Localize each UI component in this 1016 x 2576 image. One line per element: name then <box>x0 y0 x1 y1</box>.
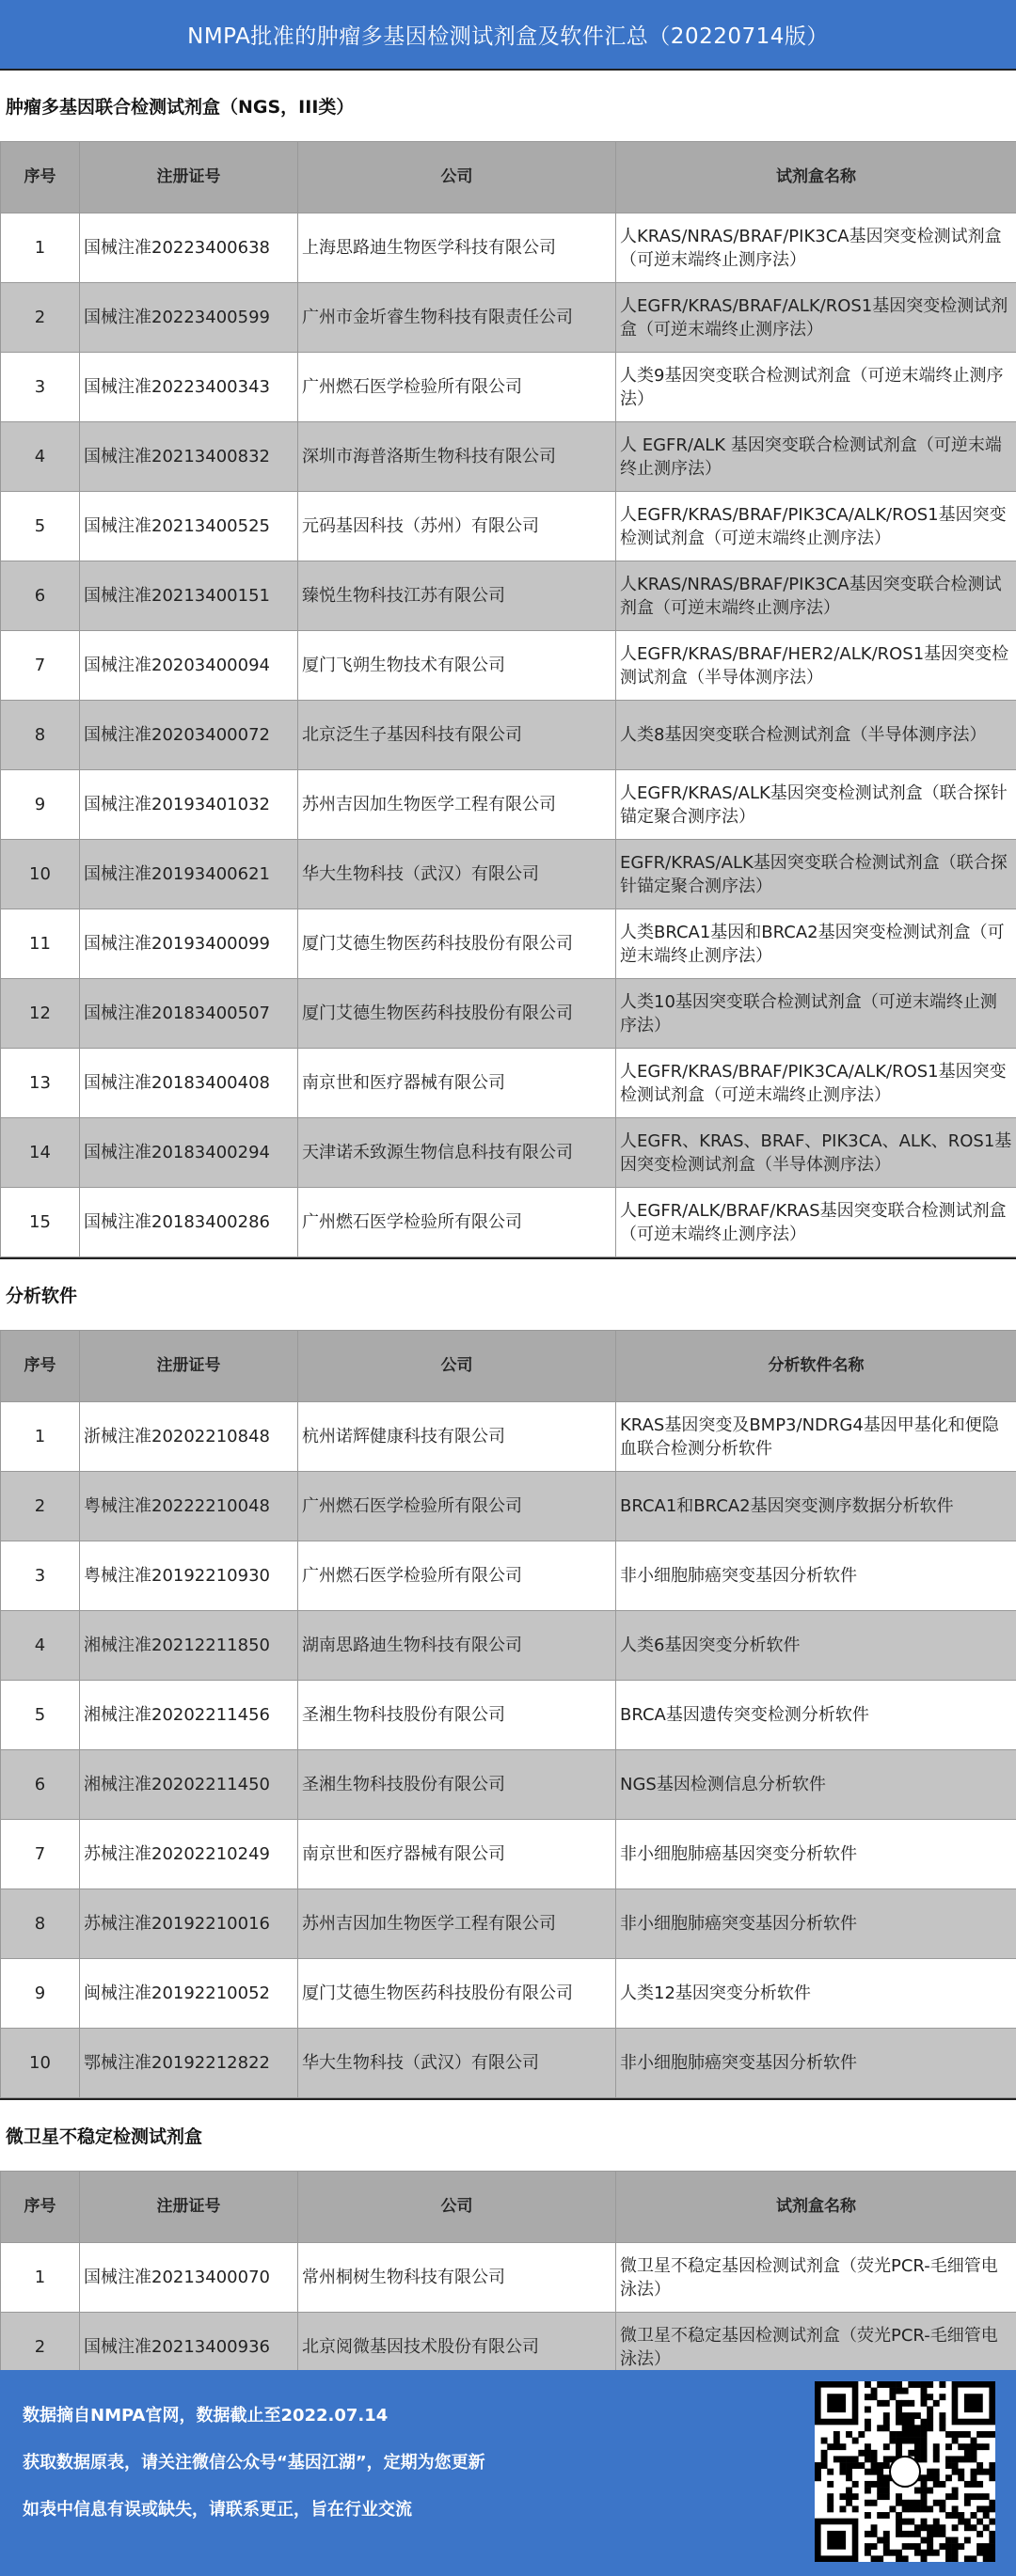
company-name: 臻悦生物科技江苏有限公司 <box>298 561 616 631</box>
registration-number: 湘械注准20202211456 <box>80 1681 298 1750</box>
table-row <box>1 422 1016 492</box>
row-index: 3 <box>1 353 80 422</box>
footer-subscribe-note: 获取数据原表，请关注微信公众号“基因江湖”，定期为您更新 <box>23 2453 485 2473</box>
row-index: 1 <box>1 213 80 283</box>
company-name: 常州桐树生物科技有限公司 <box>298 2243 616 2313</box>
row-index: 8 <box>1 701 80 770</box>
company-name: 湖南思路迪生物科技有限公司 <box>298 1611 616 1681</box>
section-heading: 分析软件 <box>0 1257 1016 1330</box>
row-index: 7 <box>1 1820 80 1889</box>
company-name: 杭州诺辉健康科技有限公司 <box>298 1402 616 1472</box>
row-index: 1 <box>1 2243 80 2313</box>
table-row <box>1 283 1016 353</box>
page-title: NMPA批准的肿瘤多基因检测试剂盒及软件汇总（20220714版） <box>0 0 1016 69</box>
table-row <box>1 1820 1016 1889</box>
row-index: 5 <box>1 492 80 561</box>
footer <box>0 2370 1016 2576</box>
table-row <box>1 1681 1016 1750</box>
row-index: 1 <box>1 1402 80 1472</box>
footer-contact-note: 如表中信息有误或缺失，请联系更正，旨在行业交流 <box>23 2500 412 2520</box>
column-header: 注册证号 <box>80 142 298 213</box>
company-name: 华大生物科技（武汉）有限公司 <box>298 840 616 909</box>
table-row <box>1 492 1016 561</box>
company-name: 广州燃石医学检验所有限公司 <box>298 1541 616 1611</box>
registration-number: 粤械注准20222210048 <box>80 1472 298 1541</box>
company-name: 圣湘生物科技股份有限公司 <box>298 1750 616 1820</box>
product-name: 微卫星不稳定基因检测试剂盒（荧光PCR-毛细管电泳法） <box>616 2313 1016 2382</box>
row-index: 12 <box>1 979 80 1049</box>
data-table <box>0 141 1016 1257</box>
column-header: 注册证号 <box>80 2172 298 2243</box>
company-name: 厦门艾德生物医药科技股份有限公司 <box>298 1959 616 2029</box>
company-name: 厦门飞朔生物技术有限公司 <box>298 631 616 701</box>
table-row <box>1 979 1016 1049</box>
qr-code-icon <box>815 2381 995 2562</box>
product-name: BRCA基因遗传突变检测分析软件 <box>616 1681 1016 1750</box>
company-name: 广州燃石医学检验所有限公司 <box>298 353 616 422</box>
sections-container <box>0 69 1016 2382</box>
company-name: 广州燃石医学检验所有限公司 <box>298 1188 616 1257</box>
product-name: 非小细胞肺癌突变基因分析软件 <box>616 1889 1016 1959</box>
table-row <box>1 840 1016 909</box>
registration-number: 国械注准20223400343 <box>80 353 298 422</box>
table-row <box>1 213 1016 283</box>
table-row <box>1 1541 1016 1611</box>
registration-number: 国械注准20213400070 <box>80 2243 298 2313</box>
table-row <box>1 909 1016 979</box>
product-name: 人类BRCA1基因和BRCA2基因突变检测试剂盒（可逆末端终止测序法） <box>616 909 1016 979</box>
company-name: 元码基因科技（苏州）有限公司 <box>298 492 616 561</box>
product-name: 人类12基因突变分析软件 <box>616 1959 1016 2029</box>
section-heading: 微卫星不稳定检测试剂盒 <box>0 2098 1016 2171</box>
row-index: 2 <box>1 2313 80 2382</box>
footer-source-note: 数据摘自NMPA官网，数据截止至2022.07.14 <box>23 2406 389 2426</box>
table-row <box>1 1049 1016 1118</box>
company-name: 广州燃石医学检验所有限公司 <box>298 1472 616 1541</box>
table-row <box>1 2243 1016 2313</box>
company-name: 苏州吉因加生物医学工程有限公司 <box>298 1889 616 1959</box>
registration-number: 国械注准20183400507 <box>80 979 298 1049</box>
row-index: 9 <box>1 1959 80 2029</box>
table-row <box>1 1118 1016 1188</box>
table-row <box>1 1188 1016 1257</box>
product-name: BRCA1和BRCA2基因突变测序数据分析软件 <box>616 1472 1016 1541</box>
column-header: 公司 <box>298 2172 616 2243</box>
table-row <box>1 561 1016 631</box>
company-name: 南京世和医疗器械有限公司 <box>298 1049 616 1118</box>
company-name: 厦门艾德生物医药科技股份有限公司 <box>298 979 616 1049</box>
product-name: 人类6基因突变分析软件 <box>616 1611 1016 1681</box>
company-name: 北京阅微基因技术股份有限公司 <box>298 2313 616 2382</box>
row-index: 7 <box>1 631 80 701</box>
registration-number: 苏械注准20202210249 <box>80 1820 298 1889</box>
table-row <box>1 1472 1016 1541</box>
registration-number: 苏械注准20192210016 <box>80 1889 298 1959</box>
table-row <box>1 2029 1016 2098</box>
registration-number: 国械注准20203400072 <box>80 701 298 770</box>
table-row <box>1 1750 1016 1820</box>
table-row <box>1 1402 1016 1472</box>
registration-number: 国械注准20213400832 <box>80 422 298 492</box>
product-name: 人 EGFR/ALK 基因突变联合检测试剂盒（可逆末端终止测序法） <box>616 422 1016 492</box>
row-index: 11 <box>1 909 80 979</box>
product-name: 人EGFR/KRAS/BRAF/ALK/ROS1基因突变检测试剂盒（可逆末端终止测序法） <box>616 283 1016 353</box>
registration-number: 国械注准20183400294 <box>80 1118 298 1188</box>
registration-number: 国械注准20193400621 <box>80 840 298 909</box>
registration-number: 鄂械注准20192212822 <box>80 2029 298 2098</box>
company-name: 广州市金圻睿生物科技有限责任公司 <box>298 283 616 353</box>
product-name: 人KRAS/NRAS/BRAF/PIK3CA基因突变联合检测试剂盒（可逆末端终止测序法） <box>616 561 1016 631</box>
product-name: 人类10基因突变联合检测试剂盒（可逆末端终止测序法） <box>616 979 1016 1049</box>
product-name: EGFR/KRAS/ALK基因突变联合检测试剂盒（联合探针锚定聚合测序法） <box>616 840 1016 909</box>
registration-number: 粤械注准20192210930 <box>80 1541 298 1611</box>
column-header: 序号 <box>1 1331 80 1402</box>
row-index: 10 <box>1 840 80 909</box>
product-name: 非小细胞肺癌基因突变分析软件 <box>616 1820 1016 1889</box>
company-name: 苏州吉因加生物医学工程有限公司 <box>298 770 616 840</box>
row-index: 10 <box>1 2029 80 2098</box>
registration-number: 国械注准20213400936 <box>80 2313 298 2382</box>
column-header: 公司 <box>298 142 616 213</box>
registration-number: 国械注准20223400599 <box>80 283 298 353</box>
company-name: 圣湘生物科技股份有限公司 <box>298 1681 616 1750</box>
product-name: 人类8基因突变联合检测试剂盒（半导体测序法） <box>616 701 1016 770</box>
row-index: 3 <box>1 1541 80 1611</box>
row-index: 2 <box>1 1472 80 1541</box>
table-row <box>1 770 1016 840</box>
table-row <box>1 1611 1016 1681</box>
data-table <box>0 2171 1016 2382</box>
registration-number: 国械注准20193401032 <box>80 770 298 840</box>
section-heading: 肿瘤多基因联合检测试剂盒（NGS，III类） <box>0 69 1016 141</box>
table-header-row <box>1 1331 1016 1402</box>
column-header: 公司 <box>298 1331 616 1402</box>
table-row <box>1 353 1016 422</box>
registration-number: 国械注准20213400525 <box>80 492 298 561</box>
product-name: 人EGFR、KRAS、BRAF、PIK3CA、ALK、ROS1基因突变检测试剂盒（半导体测序法） <box>616 1118 1016 1188</box>
row-index: 2 <box>1 283 80 353</box>
registration-number: 国械注准20203400094 <box>80 631 298 701</box>
registration-number: 湘械注准20202211450 <box>80 1750 298 1820</box>
row-index: 14 <box>1 1118 80 1188</box>
product-name: 微卫星不稳定基因检测试剂盒（荧光PCR-毛细管电泳法） <box>616 2243 1016 2313</box>
product-name: NGS基因检测信息分析软件 <box>616 1750 1016 1820</box>
product-name: 人KRAS/NRAS/BRAF/PIK3CA基因突变检测试剂盒（可逆末端终止测序法） <box>616 213 1016 283</box>
column-header: 试剂盒名称 <box>616 142 1016 213</box>
registration-number: 闽械注准20192210052 <box>80 1959 298 2029</box>
row-index: 8 <box>1 1889 80 1959</box>
table-header-row <box>1 142 1016 213</box>
row-index: 5 <box>1 1681 80 1750</box>
registration-number: 湘械注准20212211850 <box>80 1611 298 1681</box>
column-header: 注册证号 <box>80 1331 298 1402</box>
product-name: 人EGFR/ALK/BRAF/KRAS基因突变联合检测试剂盒（可逆末端终止测序法） <box>616 1188 1016 1257</box>
registration-number: 国械注准20223400638 <box>80 213 298 283</box>
column-header: 试剂盒名称 <box>616 2172 1016 2243</box>
row-index: 13 <box>1 1049 80 1118</box>
registration-number: 国械注准20193400099 <box>80 909 298 979</box>
product-name: 人EGFR/KRAS/BRAF/PIK3CA/ALK/ROS1基因突变检测试剂盒（可逆末端终止测序法） <box>616 492 1016 561</box>
row-index: 4 <box>1 422 80 492</box>
table-row <box>1 631 1016 701</box>
company-name: 上海思路迪生物医学科技有限公司 <box>298 213 616 283</box>
column-header: 分析软件名称 <box>616 1331 1016 1402</box>
registration-number: 国械注准20183400408 <box>80 1049 298 1118</box>
table-row <box>1 1959 1016 2029</box>
product-name: 人类9基因突变联合检测试剂盒（可逆末端终止测序法） <box>616 353 1016 422</box>
company-name: 北京泛生子基因科技有限公司 <box>298 701 616 770</box>
company-name: 厦门艾德生物医药科技股份有限公司 <box>298 909 616 979</box>
product-name: 人EGFR/KRAS/BRAF/PIK3CA/ALK/ROS1基因突变检测试剂盒（可逆末端终止测序法） <box>616 1049 1016 1118</box>
table-header-row <box>1 2172 1016 2243</box>
row-index: 15 <box>1 1188 80 1257</box>
row-index: 4 <box>1 1611 80 1681</box>
product-name: 人EGFR/KRAS/BRAF/HER2/ALK/ROS1基因突变检测试剂盒（半导体测序法） <box>616 631 1016 701</box>
row-index: 9 <box>1 770 80 840</box>
table-row <box>1 1889 1016 1959</box>
row-index: 6 <box>1 1750 80 1820</box>
product-name: 非小细胞肺癌突变基因分析软件 <box>616 2029 1016 2098</box>
product-name: KRAS基因突变及BMP3/NDRG4基因甲基化和便隐血联合检测分析软件 <box>616 1402 1016 1472</box>
column-header: 序号 <box>1 2172 80 2243</box>
product-name: 人EGFR/KRAS/ALK基因突变检测试剂盒（联合探针锚定聚合测序法） <box>616 770 1016 840</box>
registration-number: 国械注准20213400151 <box>80 561 298 631</box>
row-index: 6 <box>1 561 80 631</box>
company-name: 深圳市海普洛斯生物科技有限公司 <box>298 422 616 492</box>
table-row <box>1 701 1016 770</box>
company-name: 华大生物科技（武汉）有限公司 <box>298 2029 616 2098</box>
company-name: 天津诺禾致源生物信息科技有限公司 <box>298 1118 616 1188</box>
data-table <box>0 1330 1016 2098</box>
registration-number: 国械注准20183400286 <box>80 1188 298 1257</box>
product-name: 非小细胞肺癌突变基因分析软件 <box>616 1541 1016 1611</box>
registration-number: 浙械注准20202210848 <box>80 1402 298 1472</box>
column-header: 序号 <box>1 142 80 213</box>
company-name: 南京世和医疗器械有限公司 <box>298 1820 616 1889</box>
